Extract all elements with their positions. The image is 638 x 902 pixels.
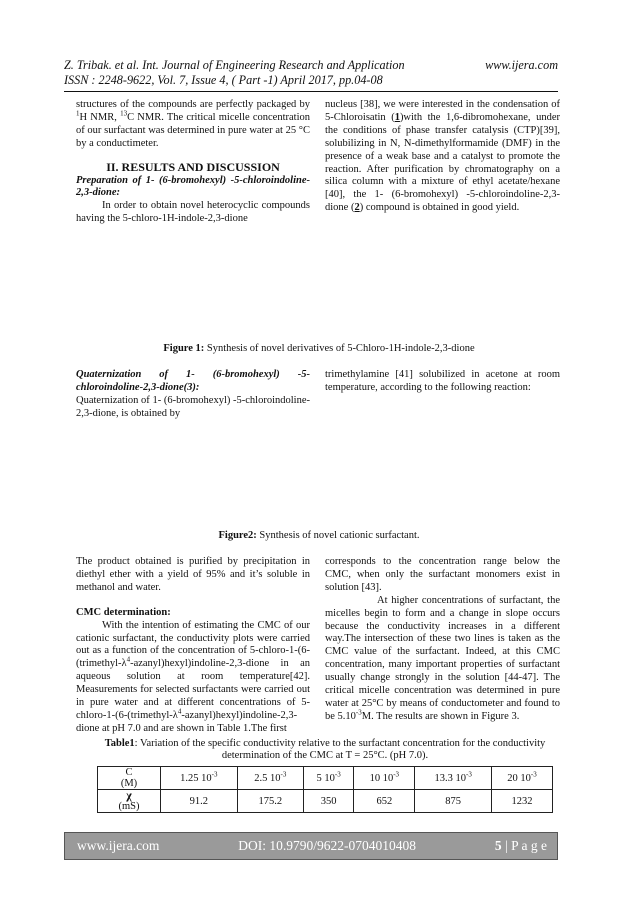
figure-2-caption: Figure2: Synthesis of novel cationic surfactant.	[218, 530, 420, 541]
running-header	[64, 58, 558, 88]
cmc-micelles-paragraph: At higher concentrations of surfactant, the micelles begin to form and a change in slope occurs because the conductivity increases in a different way.The intersection of these two lines is taken as the CMC value of the surfactant. Indeed, at this CMC concentration, many important properties of surfactant usually change strongly in the solution [44-47]. The critical micelle concentration was determined in pure water at 25°C by means of conductometer and found to be $5.10^{-3}M$. The results are shown in Figure 3.	[325, 594, 560, 722]
purification-paragraph: The product obtained is purified by precipitation in diethyl ether with a yield of 95% and it’s soluble in methanol and water.	[76, 556, 310, 593]
quaternization-paragraph: Quaternization of 1- (6-bromohexyl) -5-chloroindoline-2,3-dione, is obtained by	[76, 394, 310, 419]
row-header-conductivity: χ (mS)	[98, 790, 161, 813]
page-footer	[64, 832, 558, 860]
table-row	[98, 790, 553, 813]
footer-doi[interactable]: DOI: 10.9790/9622-0704010408	[238, 838, 417, 853]
quaternization-continued: trimethylamine [41] solubilized in acetone at room temperature, according to the following reaction:	[325, 369, 560, 393]
cmc-paragraph: With the intention of estimating the CMC of our cationic surfactant, the conductivity plots were carried out as a function of the concentration of $5-chloro-1-(6-(trimethyl-\lambda^4-azanyl)hexyl)indoline-2,3$-dione in an aqueous solution at room temperature[42]. Measurements for selected surfactants were carried out in pure water and at different concentrations of $5-chloro-1-(6-(trimethyl-\lambda^4-azanyl)hexyl)indoline-2,3$-dione at pH 7.0 and are shown in Table 1.The first	[76, 619, 310, 734]
conductivity-table	[97, 766, 553, 813]
right-column-block-1	[325, 99, 560, 215]
right-column-block-3	[325, 556, 560, 724]
table-cell: 91.2	[161, 790, 238, 813]
journal-website[interactable]: www.ijera.com	[485, 58, 558, 72]
left-column-block-3	[76, 556, 310, 736]
table-cell: 1.25 $10^{-3}$	[161, 767, 238, 790]
subsection-heading-quaternization: Quaternization of 1- (6-bromohexyl) -5-chloroindoline-2,3-dione(3):	[76, 369, 310, 393]
table-cell: 652	[354, 790, 415, 813]
compound-ref-2: 2	[354, 202, 360, 214]
table-cell: 175.2	[237, 790, 303, 813]
table-row	[98, 767, 553, 790]
table-cell: 20 $10^{-3}$	[492, 767, 553, 790]
table-cell: 1232	[492, 790, 553, 813]
compound-ref-1: 1	[394, 111, 400, 123]
table-cell: 2.5 $10^{-3}$	[237, 767, 303, 790]
table-1-caption: Table1: Variation of the specific conductivity relative to the surfactant concentration for the conductivity determination of the CMC at T = 25°C. (pH 7.0).	[104, 738, 546, 762]
table-cell: 10 $10^{-3}$	[354, 767, 415, 790]
table-cell: 13.3 $10^{-3}$	[415, 767, 492, 790]
left-column-block-2	[76, 369, 310, 421]
issn-line: ISSN : 2248-9622, Vol. 7, Issue 4, ( Part -1) April 2017, pp.04-08	[64, 73, 383, 87]
subsection-heading-preparation: Preparation of 1- (6-bromohexyl) -5-chloroindoline-2,3-dione:	[76, 174, 310, 199]
preparation-paragraph: In order to obtain novel heterocyclic compounds having the 5-chloro-1H-indole-2,3-dione	[76, 200, 310, 225]
figure-1-caption: Figure 1: Synthesis of novel derivatives of 5-Chloro-1H-indole-2,3-dione	[163, 343, 475, 354]
table-cell: 875	[415, 790, 492, 813]
header-rule	[64, 91, 558, 92]
cmc-monomers-paragraph: corresponds to the concentration range below the CMC, when only the surfactant monomers exist in solution [43].	[325, 556, 560, 593]
journal-citation: Z. Tribak. et al. Int. Journal of Engineering Research and Application	[64, 58, 405, 72]
subsection-heading-cmc: CMC determination:	[76, 606, 171, 618]
left-column-block-1	[76, 99, 310, 226]
synthesis-paragraph: nucleus [38], we were interested in the condensation of 5-Chloroisatin (1)with the 1,6-dibromohexane, under the conditions of phase transfer catalysis (CTP)[39], solubilizing in N, N-dimethylformamide (DMF) in the presence of a weak base and a catalyst to promote the reaction. After purification by chromatography on a silica column with a mixture of ethyl acetate/hexane [40], the 1- (6-bromohexyl) -5-chloroindoline-2,3-dione (2) compound is obtained in good yield.	[325, 99, 560, 214]
table-cell: 350	[303, 790, 353, 813]
row-header-concentration: C (M)	[98, 767, 161, 790]
right-column-block-2	[325, 369, 560, 395]
table-cell: 5 $10^{-3}$	[303, 767, 353, 790]
section-heading: II. RESULTS AND DISCUSSION	[106, 159, 280, 174]
footer-page-number: 5 | P a g e	[494, 838, 547, 853]
footer-website[interactable]: www.ijera.com	[77, 838, 160, 853]
intro-paragraph: structures of the compounds are perfectly packaged by $^1$H NMR, $^{13}$C NMR. The critical micelle concentration of our surfactant was determined in pure water at 25 °C by a conductimeter.	[76, 99, 310, 149]
